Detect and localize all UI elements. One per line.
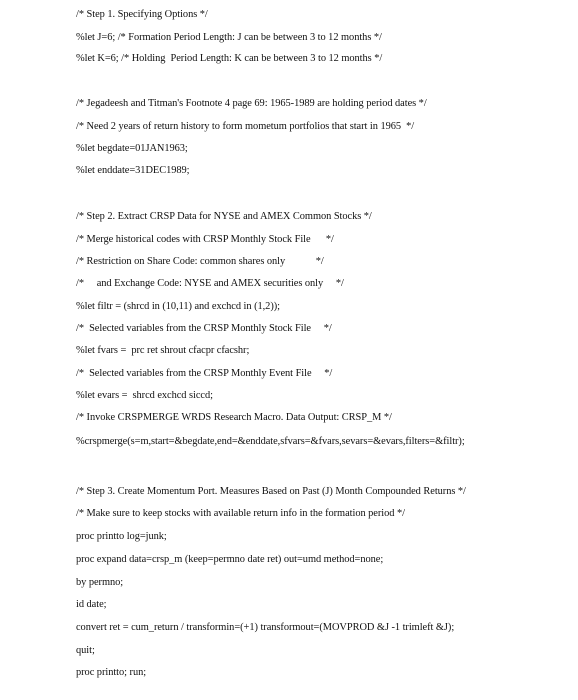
code-line: %let fvars = prc ret shrout cfacpr cfacshr; xyxy=(76,345,250,356)
code-line: by permno; xyxy=(76,577,124,588)
code-line: quit; xyxy=(76,645,95,656)
code-line: proc expand data=crsp_m (keep=permno date ret) out=umd method=none; xyxy=(76,554,384,565)
code-line: /* Step 3. Create Momentum Port. Measures Based on Past (J) Month Compounded Returns */ xyxy=(76,486,466,497)
code-line: %crspmerge(s=m,start=&begdate,end=&enddate,sfvars=&fvars,sevars=&evars,filters=&filtr); xyxy=(76,436,465,447)
code-line: %let begdate=01JAN1963; xyxy=(76,143,188,154)
code-line: /* Need 2 years of return history to form mometum portfolios that start in 1965 */ xyxy=(76,121,415,132)
code-line: %let K=6; /* Holding Period Length: K can be between 3 to 12 months */ xyxy=(76,53,383,64)
code-line: /* Make sure to keep stocks with available return info in the formation period */ xyxy=(76,508,405,519)
code-line: /* Selected variables from the CRSP Monthly Stock File */ xyxy=(76,323,332,334)
code-line: /* Merge historical codes with CRSP Monthly Stock File */ xyxy=(76,234,334,245)
code-line: %let enddate=31DEC1989; xyxy=(76,165,190,176)
code-line: proc printto; run; xyxy=(76,667,147,678)
code-line: proc printto log=junk; xyxy=(76,531,167,542)
code-line: /* Restriction on Share Code: common shares only */ xyxy=(76,256,324,267)
code-line: %let evars = shrcd exchcd siccd; xyxy=(76,390,213,401)
code-line: %let J=6; /* Formation Period Length: J can be between 3 to 12 months */ xyxy=(76,32,382,43)
code-line: %let filtr = (shrcd in (10,11) and exchcd in (1,2)); xyxy=(76,301,280,312)
code-line: /* Step 2. Extract CRSP Data for NYSE and AMEX Common Stocks */ xyxy=(76,211,372,222)
code-line: /* Jegadeesh and Titman's Footnote 4 page 69: 1965-1989 are holding period dates */ xyxy=(76,98,427,109)
code-line: /* Selected variables from the CRSP Monthly Event File */ xyxy=(76,368,333,379)
code-line: /* Invoke CRSPMERGE WRDS Research Macro. Data Output: CRSP_M */ xyxy=(76,412,392,423)
code-line: convert ret = cum_return / transformin=(+1) transformout=(MOVPROD &J -1 trimleft &J); xyxy=(76,622,455,633)
code-line: id date; xyxy=(76,599,107,610)
code-line: /* and Exchange Code: NYSE and AMEX securities only */ xyxy=(76,278,344,289)
code-line: /* Step 1. Specifying Options */ xyxy=(76,9,208,20)
